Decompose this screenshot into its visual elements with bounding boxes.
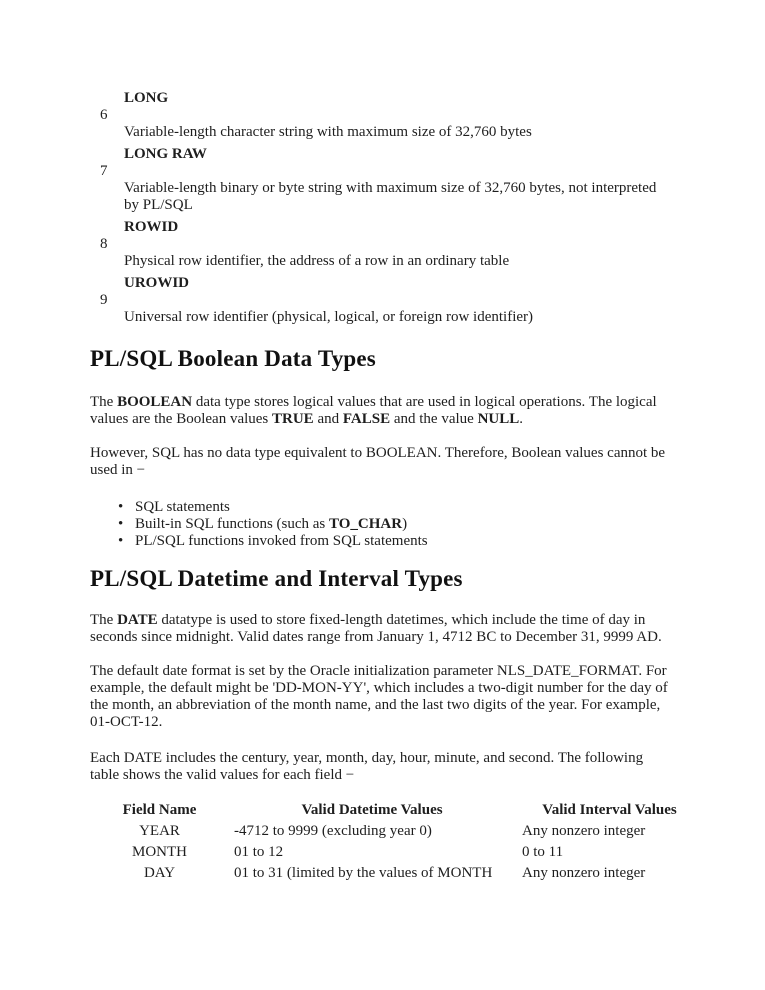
bullet-item	[90, 533, 737, 550]
definition-description: Variable-length binary or byte string with maximum size of 32,760 bytes, not interpreted by PL/SQL	[124, 180, 657, 213]
paragraph-date-fields: Each DATE includes the century, year, month, day, hour, minute, and second. The following table shows the valid values for each field −	[90, 750, 644, 783]
definition-description: Variable-length character string with maximum size of 32,760 bytes	[124, 124, 532, 140]
column-header-valid-interval-values: Valid Interval Values	[542, 802, 677, 818]
bullet-list	[90, 499, 737, 550]
bullet-text: Built-in SQL functions (such as TO_CHAR)	[135, 516, 408, 532]
paragraph-boolean-intro: The BOOLEAN data type stores logical values that are used in logical operations. The logical values are the Boolean values TRUE and FALSE and the value NULL.	[90, 394, 657, 427]
definition-item-urowid	[90, 275, 737, 326]
table-row-year	[97, 821, 737, 842]
datetime-interval-types-section	[90, 566, 737, 884]
section-heading-boolean: PL/SQL Boolean Data Types	[90, 346, 376, 371]
numbered-definition-list	[90, 90, 737, 326]
definition-item-long-raw	[90, 146, 737, 214]
bullet-item	[90, 516, 737, 533]
bullet-item	[90, 499, 737, 516]
paragraph-date-intro: The DATE datatype is used to store fixed-length datetimes, which include the time of day in seconds since midnight. Valid dates range from January 1, 4712 BC to December 31, 9999 AD.	[90, 612, 662, 645]
section-heading-datetime: PL/SQL Datetime and Interval Types	[90, 566, 463, 591]
table-cell: 01 to 12	[234, 844, 284, 860]
column-header-field-name: Field Name	[122, 802, 197, 818]
table-cell: 0 to 11	[522, 844, 564, 860]
bullet-icon: •	[118, 516, 124, 532]
definition-number: 9	[100, 292, 108, 308]
table-header-row	[97, 800, 737, 821]
table-cell: MONTH	[132, 844, 187, 860]
bullet-icon: •	[118, 499, 124, 515]
paragraph-date-format: The default date format is set by the Oracle initialization parameter NLS_DATE_FORMAT. For example, the default might be 'DD-MON-YY', which includes a two-digit number for the day of the month, an abbreviation of the month name, and the last two digits of the year. For example, 01-OCT-12.	[90, 663, 668, 730]
definition-term: LONG RAW	[124, 146, 207, 162]
definition-description: Physical row identifier, the address of a row in an ordinary table	[124, 253, 510, 269]
definition-number: 8	[100, 236, 108, 252]
definition-item-long	[90, 90, 737, 141]
datetime-fields-table	[97, 800, 737, 884]
table-cell: DAY	[143, 865, 176, 881]
table-cell: Any nonzero integer	[522, 823, 646, 839]
boolean-data-types-section	[90, 346, 737, 550]
table-row-day	[97, 863, 737, 884]
definition-term: LONG	[124, 90, 169, 106]
paragraph-boolean-limitation: However, SQL has no data type equivalent to BOOLEAN. Therefore, Boolean values cannot be used in −	[90, 445, 666, 478]
definition-description: Universal row identifier (physical, logical, or foreign row identifier)	[124, 309, 534, 325]
definition-term: ROWID	[124, 219, 179, 235]
table-cell: -4712 to 9999 (excluding year 0)	[234, 823, 432, 839]
table-cell: Any nonzero integer	[522, 865, 646, 881]
bullet-text: SQL statements	[135, 499, 230, 515]
definition-number: 6	[100, 107, 108, 123]
bullet-text: PL/SQL functions invoked from SQL statements	[135, 533, 428, 549]
column-header-valid-datetime-values: Valid Datetime Values	[301, 802, 443, 818]
bullet-icon: •	[118, 533, 124, 549]
definition-number: 7	[100, 163, 108, 179]
table-row-month	[97, 842, 737, 863]
table-cell: 01 to 31 (limited by the values of MONTH	[234, 865, 493, 881]
definition-item-rowid	[90, 219, 737, 270]
table-cell: YEAR	[139, 823, 180, 839]
definition-term: UROWID	[124, 275, 190, 291]
